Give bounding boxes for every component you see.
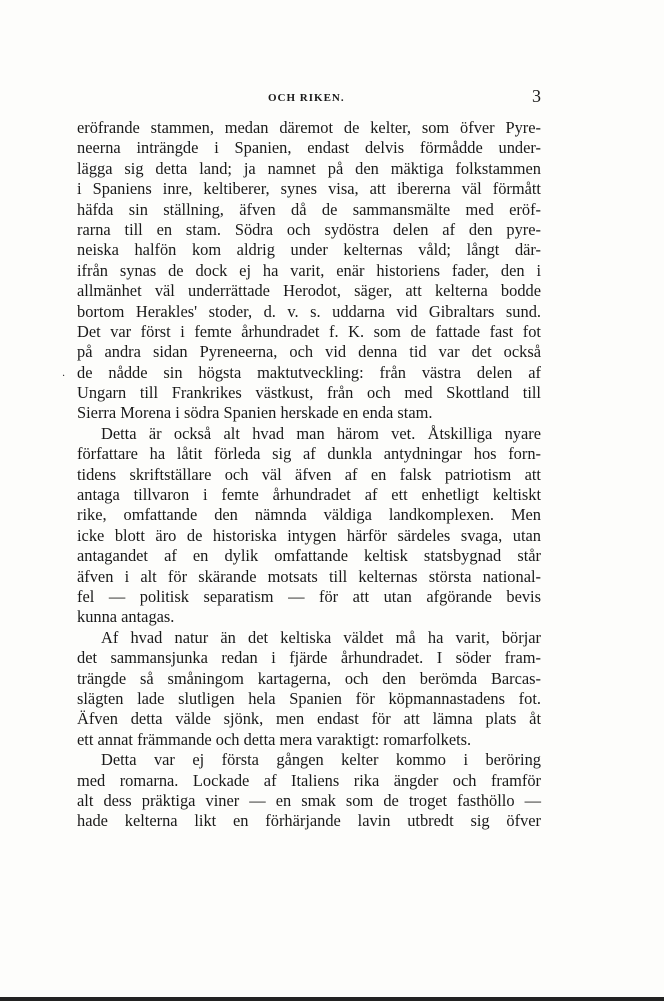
text-line-17: författare ha låtit förleda sig af dunkla antydningar hos forn- xyxy=(77,444,541,464)
text-line-4: i Spaniens inre, keltiberer, synes visa, att ibererna väl förmått xyxy=(77,179,541,199)
text-line-31: ett annat främmande och detta mera varaktigt: romarfolkets. xyxy=(77,729,472,749)
text-line-29: slägten lade slutligen hela Spanien för köpmannastadens fot. xyxy=(77,688,541,708)
text-line-32: Detta var ej första gången kelter kommo i beröring xyxy=(101,750,541,770)
text-line-33: med romarna. Lockade af Italiens rika ängder och framför xyxy=(77,770,541,790)
text-line-13: de nådde sin högsta maktutveckling: från västra delen af xyxy=(77,362,541,382)
text-line-27: det sammansjunka redan i fjärde århundradet. I söder fram- xyxy=(77,648,541,668)
text-line-11: Det var först i femte århundradet f. K. som de fattade fast fot xyxy=(77,321,541,341)
text-line-34: alt dess präktiga viner — en smak som de troget fasthöllo — xyxy=(77,790,541,810)
text-line-21: icke blott äro de historiska intygen härför särdeles svaga, utan xyxy=(77,525,541,545)
text-line-5: häfda sin ställning, äfven då de sammansmälte med eröf- xyxy=(77,199,541,219)
text-line-24: fel — politisk separatism — för att utan afgörande bevis xyxy=(77,586,541,606)
body-text xyxy=(77,118,541,832)
margin-mark: . xyxy=(62,368,66,379)
text-line-16: Detta är också alt hvad man härom vet. Åtskilliga nyare xyxy=(101,423,541,443)
text-line-7: neiska halfön kom aldrig under kelternas våld; långt där- xyxy=(77,240,541,260)
text-line-3: lägga sig detta land; ja namnet på den mäktiga folkstammen xyxy=(77,158,541,178)
text-line-15: Sierra Morena i södra Spanien herskade en enda stam. xyxy=(77,403,433,423)
text-line-35: hade kelterna likt en förhärjande lavin utbredt sig öfver xyxy=(77,811,541,831)
text-line-14: Ungarn till Frankrikes västkust, från och med Skottland till xyxy=(77,383,541,403)
text-line-10: bortom Herakles' stoder, d. v. s. uddarna vid Gibraltars sund. xyxy=(77,301,541,321)
text-line-9: allmänhet väl underrättade Herodot, säger, att kelterna bodde xyxy=(77,281,541,301)
text-line-22: antagandet af en dylik omfattande keltisk statsbygnad står xyxy=(77,546,541,566)
text-line-6: rarna till en stam. Södra och sydöstra delen af den pyre- xyxy=(77,219,541,239)
text-line-25: kunna antagas. xyxy=(77,607,175,627)
text-line-12: på andra sidan Pyreneerna, och vid denna tid var det också xyxy=(77,342,541,362)
running-head xyxy=(0,86,664,110)
text-line-18: tidens skriftställare och väl äfven af en falsk patriotism att xyxy=(77,464,541,484)
text-line-1: eröfrande stammen, medan däremot de kelter, som öfver Pyre- xyxy=(77,118,541,137)
text-line-19: antaga tillvaron i femte århundradet af ett enhetligt keltiskt xyxy=(77,485,541,505)
page-number: 3 xyxy=(532,86,541,106)
text-line-28: trängde så småningom kartagerna, och den berömda Barcas- xyxy=(77,668,541,688)
text-line-23: äfven i alt för skärande motsats till kelternas största national- xyxy=(77,566,541,586)
page-bottom-edge xyxy=(0,997,664,1001)
text-line-2: neerna inträngde i Spanien, endast delvis förmådde under- xyxy=(77,138,541,158)
running-title: OCH RIKEN. xyxy=(268,92,345,104)
text-line-20: rike, omfattande den nämnda väldiga landkomplexen. Men xyxy=(77,505,541,525)
text-line-8: ifrån synas de dock ej ha varit, enär historiens fader, den i xyxy=(77,260,541,280)
text-line-26: Af hvad natur än det keltiska väldet må ha varit, börjar xyxy=(101,627,541,647)
text-line-30: Äfven detta välde sjönk, men endast för att lämna plats åt xyxy=(77,709,541,729)
